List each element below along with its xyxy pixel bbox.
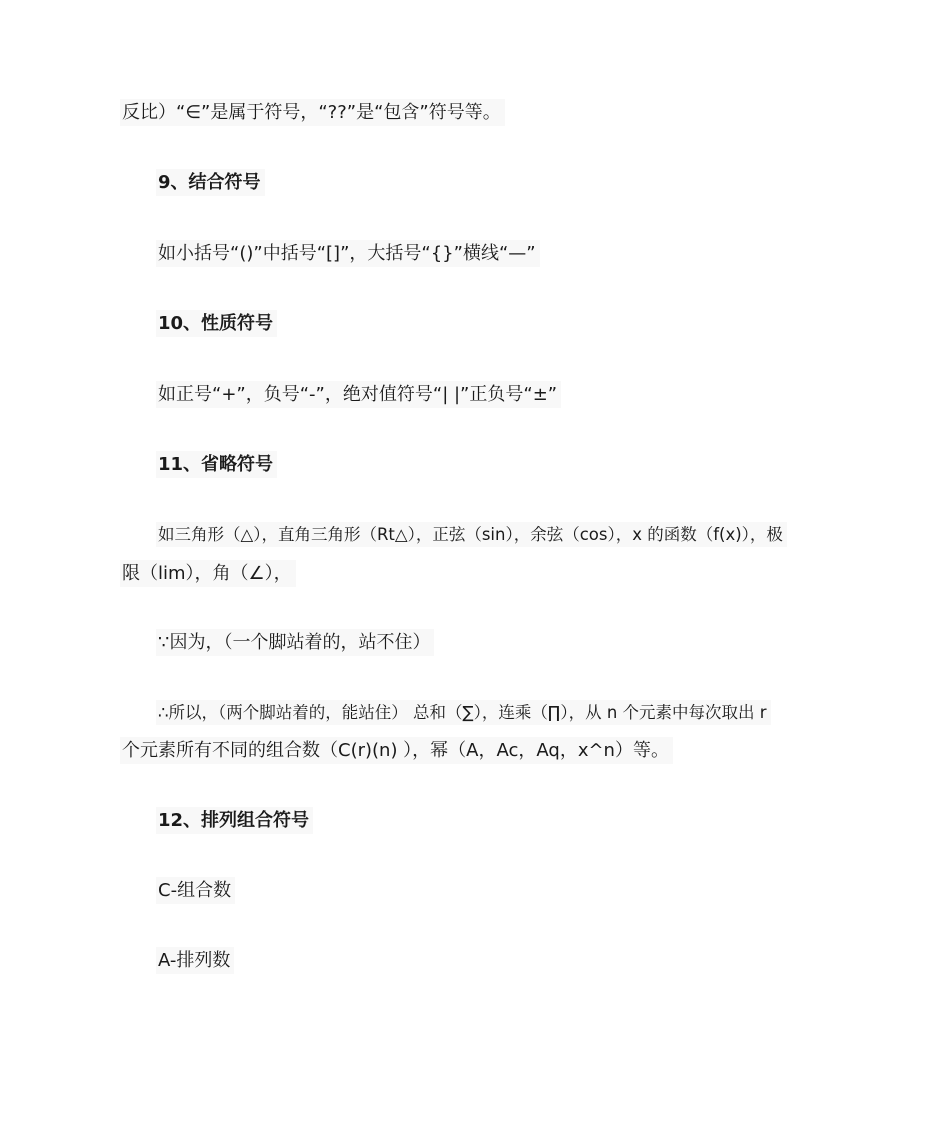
paragraph-line [120, 738, 673, 764]
paragraph-line [156, 878, 235, 904]
heading-text: 10、性质符号 [156, 310, 277, 337]
section-heading-9 [156, 170, 265, 196]
heading-text: 9、结合符号 [156, 169, 265, 196]
paragraph-text: ∵因为，（一个脚站着的，站不住） [156, 629, 434, 656]
paragraph-line [156, 382, 561, 408]
paragraph-line [156, 241, 540, 267]
paragraph-line [156, 522, 787, 548]
section-heading-11 [156, 452, 277, 478]
section-heading-10 [156, 311, 277, 337]
heading-text: 11、省略符号 [156, 451, 277, 478]
paragraph-line [156, 948, 234, 974]
paragraph-text: 反比）“∈”是属于符号，“??”是“包含”符号等。 [120, 99, 505, 126]
paragraph-text: 如正号“+”，负号“-”，绝对值符号“| |”正负号“±” [156, 381, 561, 408]
paragraph-text: 限（lim），角（∠）， [120, 560, 296, 587]
paragraph-text: 如三角形（△），直角三角形（Rt△），正弦（sin），余弦（cos），x 的函数（f(x)），极 [156, 522, 787, 547]
paragraph-text: A-排列数 [156, 947, 234, 974]
paragraph-line [156, 700, 771, 726]
section-heading-12 [156, 808, 313, 834]
paragraph-text: 个元素所有不同的组合数（C(r)(n) ），幂（A，Ac，Aq，x^n）等。 [120, 737, 673, 764]
paragraph-text: 如小括号“()”中括号“[]”，大括号“{}”横线“—” [156, 240, 540, 267]
paragraph-line [156, 630, 434, 656]
paragraph-line [120, 100, 505, 126]
heading-text: 12、排列组合符号 [156, 807, 313, 834]
paragraph-line [120, 561, 296, 587]
paragraph-text: ∴所以，（两个脚站着的，能站住） 总和（∑），连乘（∏），从 n 个元素中每次取出 r [156, 700, 771, 725]
paragraph-text: C-组合数 [156, 877, 235, 904]
